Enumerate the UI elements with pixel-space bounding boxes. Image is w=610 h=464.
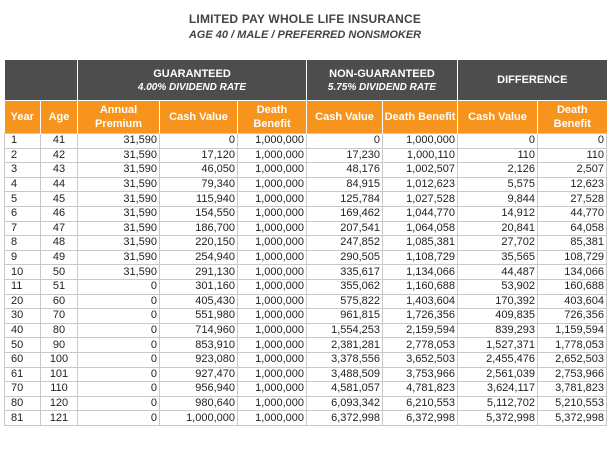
- group-header-blank: [5, 60, 78, 101]
- cell-year: 9: [5, 250, 41, 265]
- cell-nonguaranteed-cash-value: 355,062: [307, 279, 383, 294]
- cell-age: 70: [41, 309, 78, 324]
- cell-difference-cash-value: 20,841: [458, 221, 538, 236]
- cell-nonguaranteed-death-benefit: 1,000,000: [383, 134, 458, 149]
- cell-guaranteed-death-benefit: 1,000,000: [238, 192, 307, 207]
- cell-age: 80: [41, 323, 78, 338]
- group-rate: 5.75% DIVIDEND RATE: [327, 81, 437, 93]
- cell-difference-cash-value: 170,392: [458, 294, 538, 309]
- cell-guaranteed-death-benefit: 1,000,000: [238, 294, 307, 309]
- cell-age: 50: [41, 265, 78, 280]
- cell-nonguaranteed-cash-value: 17,230: [307, 148, 383, 163]
- table-row: [5, 382, 607, 397]
- cell-nonguaranteed-cash-value: 207,541: [307, 221, 383, 236]
- cell-difference-cash-value: 0: [458, 134, 538, 149]
- cell-annual-premium: 31,590: [78, 163, 160, 178]
- cell-nonguaranteed-death-benefit: 2,778,053: [383, 338, 458, 353]
- col-header-guaranteed-cash-value: Cash Value: [160, 101, 238, 134]
- cell-difference-death-benefit: 403,604: [538, 294, 607, 309]
- cell-age: 48: [41, 236, 78, 251]
- cell-nonguaranteed-death-benefit: 1,002,507: [383, 163, 458, 178]
- cell-difference-death-benefit: 160,688: [538, 279, 607, 294]
- cell-difference-cash-value: 5,575: [458, 177, 538, 192]
- cell-year: 70: [5, 382, 41, 397]
- cell-age: 49: [41, 250, 78, 265]
- cell-annual-premium: 0: [78, 323, 160, 338]
- cell-guaranteed-cash-value: 927,470: [160, 367, 238, 382]
- cell-annual-premium: 0: [78, 294, 160, 309]
- cell-annual-premium: 0: [78, 411, 160, 426]
- cell-difference-death-benefit: 12,623: [538, 177, 607, 192]
- table-row: [5, 163, 607, 178]
- cell-age: 47: [41, 221, 78, 236]
- cell-guaranteed-death-benefit: 1,000,000: [238, 134, 307, 149]
- cell-difference-death-benefit: 2,753,966: [538, 367, 607, 382]
- cell-nonguaranteed-death-benefit: 6,372,998: [383, 411, 458, 426]
- cell-guaranteed-death-benefit: 1,000,000: [238, 338, 307, 353]
- cell-guaranteed-cash-value: 46,050: [160, 163, 238, 178]
- col-header-nonguaranteed-cash-value: Cash Value: [307, 101, 383, 134]
- cell-annual-premium: 31,590: [78, 177, 160, 192]
- cell-difference-death-benefit: 2,507: [538, 163, 607, 178]
- cell-guaranteed-cash-value: 254,940: [160, 250, 238, 265]
- table-row: [5, 177, 607, 192]
- cell-difference-death-benefit: 108,729: [538, 250, 607, 265]
- cell-nonguaranteed-cash-value: 125,784: [307, 192, 383, 207]
- cell-difference-death-benefit: 134,066: [538, 265, 607, 280]
- cell-difference-cash-value: 3,624,117: [458, 382, 538, 397]
- cell-year: 8: [5, 236, 41, 251]
- cell-year: 50: [5, 338, 41, 353]
- cell-year: 80: [5, 396, 41, 411]
- cell-difference-death-benefit: 44,770: [538, 206, 607, 221]
- table-row: [5, 309, 607, 324]
- cell-difference-cash-value: 839,293: [458, 323, 538, 338]
- cell-guaranteed-death-benefit: 1,000,000: [238, 206, 307, 221]
- cell-guaranteed-death-benefit: 1,000,000: [238, 236, 307, 251]
- cell-annual-premium: 31,590: [78, 236, 160, 251]
- cell-difference-cash-value: 53,902: [458, 279, 538, 294]
- cell-age: 90: [41, 338, 78, 353]
- cell-difference-cash-value: 1,527,371: [458, 338, 538, 353]
- cell-nonguaranteed-cash-value: 169,462: [307, 206, 383, 221]
- cell-annual-premium: 0: [78, 279, 160, 294]
- cell-year: 4: [5, 177, 41, 192]
- cell-annual-premium: 0: [78, 396, 160, 411]
- cell-nonguaranteed-cash-value: 247,852: [307, 236, 383, 251]
- cell-age: 51: [41, 279, 78, 294]
- cell-nonguaranteed-death-benefit: 2,159,594: [383, 323, 458, 338]
- cell-guaranteed-cash-value: 551,980: [160, 309, 238, 324]
- cell-difference-cash-value: 5,112,702: [458, 396, 538, 411]
- cell-nonguaranteed-death-benefit: 1,027,528: [383, 192, 458, 207]
- cell-difference-death-benefit: 85,381: [538, 236, 607, 251]
- cell-annual-premium: 0: [78, 338, 160, 353]
- cell-year: 3: [5, 163, 41, 178]
- table-row: [5, 396, 607, 411]
- cell-year: 60: [5, 352, 41, 367]
- cell-difference-death-benefit: 726,356: [538, 309, 607, 324]
- cell-guaranteed-death-benefit: 1,000,000: [238, 382, 307, 397]
- cell-nonguaranteed-death-benefit: 4,781,823: [383, 382, 458, 397]
- cell-nonguaranteed-cash-value: 4,581,057: [307, 382, 383, 397]
- col-header-difference-cash-value: Cash Value: [458, 101, 538, 134]
- cell-difference-cash-value: 2,455,476: [458, 352, 538, 367]
- cell-nonguaranteed-cash-value: 290,505: [307, 250, 383, 265]
- cell-guaranteed-death-benefit: 1,000,000: [238, 352, 307, 367]
- cell-difference-cash-value: 2,561,039: [458, 367, 538, 382]
- cell-guaranteed-cash-value: 17,120: [160, 148, 238, 163]
- cell-nonguaranteed-cash-value: 6,093,342: [307, 396, 383, 411]
- cell-age: 42: [41, 148, 78, 163]
- cell-difference-death-benefit: 5,210,553: [538, 396, 607, 411]
- table-row: [5, 148, 607, 163]
- table-row: [5, 134, 607, 149]
- cell-difference-cash-value: 9,844: [458, 192, 538, 207]
- cell-difference-death-benefit: 27,528: [538, 192, 607, 207]
- cell-guaranteed-cash-value: 220,150: [160, 236, 238, 251]
- cell-nonguaranteed-cash-value: 84,915: [307, 177, 383, 192]
- cell-nonguaranteed-cash-value: 1,554,253: [307, 323, 383, 338]
- cell-guaranteed-death-benefit: 1,000,000: [238, 265, 307, 280]
- cell-difference-cash-value: 44,487: [458, 265, 538, 280]
- group-header-difference: [458, 60, 607, 101]
- cell-guaranteed-cash-value: 291,130: [160, 265, 238, 280]
- cell-guaranteed-cash-value: 923,080: [160, 352, 238, 367]
- cell-age: 110: [41, 382, 78, 397]
- cell-nonguaranteed-death-benefit: 1,403,604: [383, 294, 458, 309]
- table-row: [5, 236, 607, 251]
- cell-difference-death-benefit: 3,781,823: [538, 382, 607, 397]
- cell-guaranteed-cash-value: 154,550: [160, 206, 238, 221]
- cell-year: 11: [5, 279, 41, 294]
- cell-difference-death-benefit: 2,652,503: [538, 352, 607, 367]
- column-header-row: [5, 101, 607, 134]
- cell-guaranteed-death-benefit: 1,000,000: [238, 396, 307, 411]
- cell-nonguaranteed-cash-value: 2,381,281: [307, 338, 383, 353]
- cell-guaranteed-death-benefit: 1,000,000: [238, 411, 307, 426]
- cell-year: 10: [5, 265, 41, 280]
- cell-nonguaranteed-death-benefit: 1,044,770: [383, 206, 458, 221]
- cell-nonguaranteed-death-benefit: 1,160,688: [383, 279, 458, 294]
- cell-guaranteed-death-benefit: 1,000,000: [238, 309, 307, 324]
- cell-guaranteed-cash-value: 0: [160, 134, 238, 149]
- cell-difference-death-benefit: 1,159,594: [538, 323, 607, 338]
- cell-guaranteed-death-benefit: 1,000,000: [238, 367, 307, 382]
- cell-guaranteed-cash-value: 115,940: [160, 192, 238, 207]
- cell-annual-premium: 0: [78, 352, 160, 367]
- table-row: [5, 192, 607, 207]
- cell-annual-premium: 31,590: [78, 206, 160, 221]
- table-row: [5, 279, 607, 294]
- cell-guaranteed-cash-value: 405,430: [160, 294, 238, 309]
- cell-year: 7: [5, 221, 41, 236]
- cell-guaranteed-cash-value: 79,340: [160, 177, 238, 192]
- col-header-guaranteed-death-benefit: Death Benefit: [238, 101, 307, 134]
- table-body: [5, 134, 607, 426]
- cell-annual-premium: 0: [78, 309, 160, 324]
- cell-nonguaranteed-death-benefit: 1,064,058: [383, 221, 458, 236]
- cell-age: 46: [41, 206, 78, 221]
- cell-annual-premium: 31,590: [78, 265, 160, 280]
- cell-guaranteed-cash-value: 956,940: [160, 382, 238, 397]
- cell-nonguaranteed-death-benefit: 3,652,503: [383, 352, 458, 367]
- cell-annual-premium: 31,590: [78, 221, 160, 236]
- table-row: [5, 411, 607, 426]
- cell-nonguaranteed-death-benefit: 1,012,623: [383, 177, 458, 192]
- group-label: GUARANTEED: [153, 67, 231, 80]
- table-row: [5, 250, 607, 265]
- cell-guaranteed-cash-value: 714,960: [160, 323, 238, 338]
- col-header-nonguaranteed-death-benefit: Death Benefit: [383, 101, 458, 134]
- cell-difference-death-benefit: 110: [538, 148, 607, 163]
- cell-age: 45: [41, 192, 78, 207]
- cell-year: 20: [5, 294, 41, 309]
- cell-nonguaranteed-cash-value: 48,176: [307, 163, 383, 178]
- cell-guaranteed-cash-value: 186,700: [160, 221, 238, 236]
- page-subtitle: AGE 40 / MALE / PREFERRED NONSMOKER: [188, 29, 422, 41]
- cell-guaranteed-death-benefit: 1,000,000: [238, 323, 307, 338]
- group-rate: 4.00% DIVIDEND RATE: [137, 81, 247, 93]
- cell-nonguaranteed-cash-value: 335,617: [307, 265, 383, 280]
- cell-nonguaranteed-death-benefit: 1,108,729: [383, 250, 458, 265]
- cell-nonguaranteed-death-benefit: 1,726,356: [383, 309, 458, 324]
- cell-year: 1: [5, 134, 41, 149]
- cell-age: 120: [41, 396, 78, 411]
- cell-difference-cash-value: 5,372,998: [458, 411, 538, 426]
- cell-age: 101: [41, 367, 78, 382]
- cell-nonguaranteed-cash-value: 6,372,998: [307, 411, 383, 426]
- table-row: [5, 294, 607, 309]
- cell-year: 6: [5, 206, 41, 221]
- cell-age: 100: [41, 352, 78, 367]
- table-row: [5, 323, 607, 338]
- table-row: [5, 221, 607, 236]
- cell-nonguaranteed-cash-value: 0: [307, 134, 383, 149]
- cell-nonguaranteed-death-benefit: 1,000,110: [383, 148, 458, 163]
- cell-difference-death-benefit: 0: [538, 134, 607, 149]
- cell-guaranteed-cash-value: 1,000,000: [160, 411, 238, 426]
- table-row: [5, 352, 607, 367]
- cell-nonguaranteed-death-benefit: 1,134,066: [383, 265, 458, 280]
- cell-guaranteed-death-benefit: 1,000,000: [238, 163, 307, 178]
- cell-guaranteed-cash-value: 853,910: [160, 338, 238, 353]
- cell-age: 43: [41, 163, 78, 178]
- cell-year: 30: [5, 309, 41, 324]
- table-row: [5, 206, 607, 221]
- col-header-difference-death-benefit: Death Benefit: [538, 101, 607, 134]
- cell-age: 41: [41, 134, 78, 149]
- cell-age: 44: [41, 177, 78, 192]
- cell-difference-cash-value: 14,912: [458, 206, 538, 221]
- cell-guaranteed-death-benefit: 1,000,000: [238, 177, 307, 192]
- cell-difference-death-benefit: 64,058: [538, 221, 607, 236]
- cell-nonguaranteed-cash-value: 3,378,556: [307, 352, 383, 367]
- table-row: [5, 367, 607, 382]
- cell-nonguaranteed-cash-value: 575,822: [307, 294, 383, 309]
- cell-nonguaranteed-cash-value: 3,488,509: [307, 367, 383, 382]
- cell-age: 60: [41, 294, 78, 309]
- cell-difference-cash-value: 2,126: [458, 163, 538, 178]
- cell-annual-premium: 0: [78, 382, 160, 397]
- cell-nonguaranteed-cash-value: 961,815: [307, 309, 383, 324]
- cell-nonguaranteed-death-benefit: 1,085,381: [383, 236, 458, 251]
- cell-annual-premium: 31,590: [78, 134, 160, 149]
- cell-difference-death-benefit: 1,778,053: [538, 338, 607, 353]
- cell-difference-cash-value: 110: [458, 148, 538, 163]
- cell-annual-premium: 31,590: [78, 148, 160, 163]
- cell-nonguaranteed-death-benefit: 6,210,553: [383, 396, 458, 411]
- cell-guaranteed-cash-value: 301,160: [160, 279, 238, 294]
- cell-year: 40: [5, 323, 41, 338]
- cell-difference-cash-value: 409,835: [458, 309, 538, 324]
- col-header-year: Year: [5, 101, 41, 134]
- cell-difference-cash-value: 35,565: [458, 250, 538, 265]
- cell-nonguaranteed-death-benefit: 3,753,966: [383, 367, 458, 382]
- group-header-row: [5, 60, 607, 101]
- page-title: LIMITED PAY WHOLE LIFE INSURANCE: [188, 12, 422, 26]
- group-label: NON-GUARANTEED: [329, 67, 435, 80]
- title-block: [0, 0, 610, 58]
- cell-year: 61: [5, 367, 41, 382]
- cell-guaranteed-cash-value: 980,640: [160, 396, 238, 411]
- cell-annual-premium: 0: [78, 367, 160, 382]
- col-header-annual-premium: Annual Premium: [78, 101, 160, 134]
- cell-year: 5: [5, 192, 41, 207]
- cell-year: 2: [5, 148, 41, 163]
- table-row: [5, 338, 607, 353]
- group-label: DIFFERENCE: [497, 74, 568, 86]
- col-header-age: Age: [41, 101, 78, 134]
- cell-annual-premium: 31,590: [78, 250, 160, 265]
- cell-age: 121: [41, 411, 78, 426]
- table-row: [5, 265, 607, 280]
- insurance-table: [4, 60, 607, 426]
- cell-difference-death-benefit: 5,372,998: [538, 411, 607, 426]
- cell-guaranteed-death-benefit: 1,000,000: [238, 250, 307, 265]
- cell-guaranteed-death-benefit: 1,000,000: [238, 148, 307, 163]
- cell-guaranteed-death-benefit: 1,000,000: [238, 221, 307, 236]
- cell-year: 81: [5, 411, 41, 426]
- cell-difference-cash-value: 27,702: [458, 236, 538, 251]
- cell-annual-premium: 31,590: [78, 192, 160, 207]
- cell-guaranteed-death-benefit: 1,000,000: [238, 279, 307, 294]
- group-header-non-guaranteed: [307, 60, 458, 101]
- group-header-guaranteed: [78, 60, 307, 101]
